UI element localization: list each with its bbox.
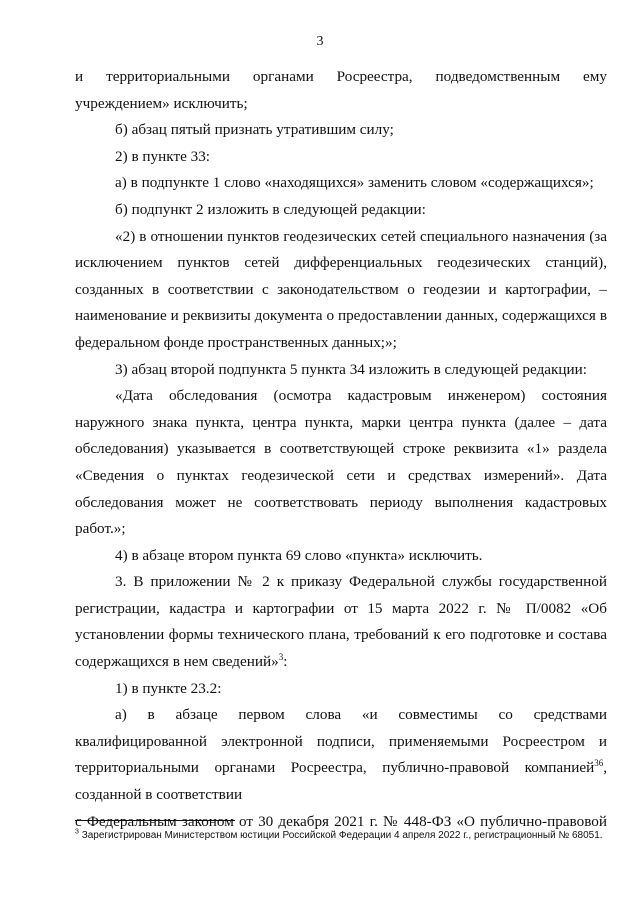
paragraph-2: б) абзац пятый признать утратившим силу; (115, 121, 394, 139)
footnote-ref-36: 36 (594, 758, 604, 769)
footnote-divider (75, 820, 235, 821)
paragraph-12 (75, 702, 607, 808)
paragraph-7: 3) абзац второй подпункта 5 пункта 34 изложить в следующей редакции: (115, 360, 588, 378)
paragraph-6: «2) в отношении пунктов геодезических сетей специального назначения (за исключением пунктов сетей дифференциальных геодезических станций), созданных в соответствии с законодательством о геодезии и картографии, – наименование и реквизиты документа о предоставлении данных, содержащихся в федеральном фонде пространственных данных;»; (75, 227, 607, 351)
paragraph-11: 1) в пункте 23.2: (115, 679, 222, 697)
paragraph-9: 4) в абзаце втором пункта 69 слово «пункта» исключить. (115, 546, 483, 564)
paragraph-12-tail: , созданной в соответствии (75, 759, 607, 804)
paragraph-3: 2) в пункте 33: (115, 147, 211, 165)
footnote-marker: 3 (75, 828, 79, 836)
footnote (75, 827, 607, 844)
paragraph-10-tail: : (283, 653, 288, 671)
document-body (75, 64, 607, 835)
paragraph-10 (75, 569, 607, 675)
paragraph-5: б) подпункт 2 изложить в следующей редакции: (115, 200, 426, 218)
paragraph-13: с Федеральным законом от 30 декабря 2021 г. № 448-ФЗ «О публично-правовой (75, 812, 607, 830)
paragraph-8: «Дата обследования (осмотра кадастровым инженером) состояния наружного знака пункта, центра пункта, марки центра пункта (далее – дата обследования) указывается в соответствующей строке реквизита «1» раздела «Сведения о пунктах геодезической сети и средствах измерений». Дата обследования может не соответствовать периоду выполнения кадастровых работ.»; (75, 387, 607, 538)
paragraph-1: и территориальными органами Росреестра, подведомственным ему учреждением» исключить; (75, 68, 607, 112)
page-number: 3 (316, 34, 324, 49)
paragraph-4: а) в подпункте 1 слово «находящихся» заменить словом «содержащихся»; (115, 174, 594, 192)
paragraph-10-text: 3. В приложении № 2 к приказу Федеральной службы государственной регистрации, кадастра и картографии от 15 марта 2022 г. № П/0082 «Об установлении формы технического плана, требований к его подготовке и состава содержащихся в нем сведений» (75, 573, 607, 671)
paragraph-12-text: а) в абзаце первом слова «и совместимы со средствами квалифицированной электронной подписи, применяемыми Росреестром и территориальными органами Росреестра, публично-правовой компанией (75, 706, 607, 777)
footnote-ref-3: 3 (278, 652, 284, 662)
footnote-text: Зарегистрирован Министерством юстиции Российской Федерации 4 апреля 2022 г., регистрационный № 68051. (81, 830, 603, 841)
